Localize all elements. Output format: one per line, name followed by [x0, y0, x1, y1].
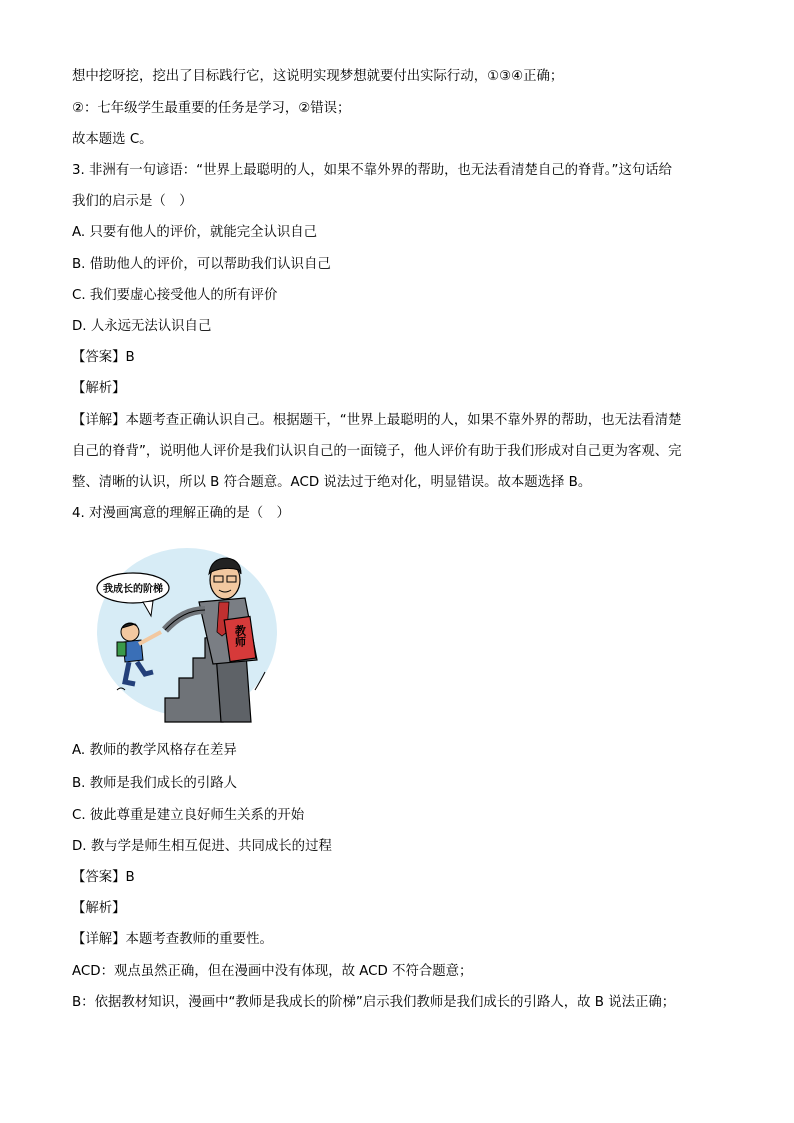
explanation-line: 【详解】本题考查教师的重要性。	[72, 932, 273, 947]
option-a: A. 教师的教学风格存在差异	[72, 743, 237, 758]
option-b: B. 借助他人的评价，可以帮助我们认识自己	[72, 257, 331, 272]
option-c: C. 我们要虚心接受他人的所有评价	[72, 288, 278, 303]
teacher-ladder-cartoon	[95, 540, 285, 724]
option-c: C. 彼此尊重是建立良好师生关系的开始	[72, 808, 305, 823]
explanation-line: B：依据教材知识，漫画中“教师是我成长的阶梯”启示我们教师是我们成长的引路人，故 B 说法正确；	[72, 995, 676, 1010]
text-line: 想中挖呀挖，挖出了目标践行它，这说明实现梦想就要付出实际行动，①③④正确；	[72, 69, 564, 84]
option-b: B. 教师是我们成长的引路人	[72, 776, 237, 791]
explanation-line: 自己的脊背”，说明他人评价是我们认识自己的一面镜子，他人评价有助于我们形成对自己更为客观、完	[72, 444, 682, 459]
option-d: D. 人永远无法认识自己	[72, 319, 212, 334]
analysis-label: 【解析】	[72, 901, 126, 916]
answer-label: 【答案】B	[72, 350, 135, 365]
text-line: 故本题选 C。	[72, 132, 153, 147]
backpack	[117, 642, 126, 656]
bubble-text: 我成长的阶梯	[103, 584, 163, 595]
answer-label: 【答案】B	[72, 870, 135, 885]
explanation-line: 【详解】本题考查正确认识自己。根据题干，“世界上最聪明的人，如果不靠外界的帮助，也无法看清楚	[72, 413, 682, 428]
text-line: ②：七年级学生最重要的任务是学习，②错误；	[72, 101, 351, 116]
book-text: 教师	[233, 625, 247, 647]
question-3-stem: 我们的启示是（ ）	[72, 194, 193, 209]
question-3-stem: 3. 非洲有一句谚语：“世界上最聪明的人，如果不靠外界的帮助，也无法看清楚自己的脊背。”这句话给	[72, 163, 673, 178]
explanation-line: ACD：观点虽然正确，但在漫画中没有体现，故 ACD 不符合题意；	[72, 964, 473, 979]
analysis-label: 【解析】	[72, 381, 126, 396]
option-a: A. 只要有他人的评价，就能完全认识自己	[72, 225, 318, 240]
option-d: D. 教与学是师生相互促进、共同成长的过程	[72, 839, 332, 854]
question-4-stem: 4. 对漫画寓意的理解正确的是（ ）	[72, 506, 290, 521]
explanation-line: 整、清晰的认识，所以 B 符合题意。ACD 说法过于绝对化，明显错误。故本题选择 B。	[72, 475, 592, 490]
